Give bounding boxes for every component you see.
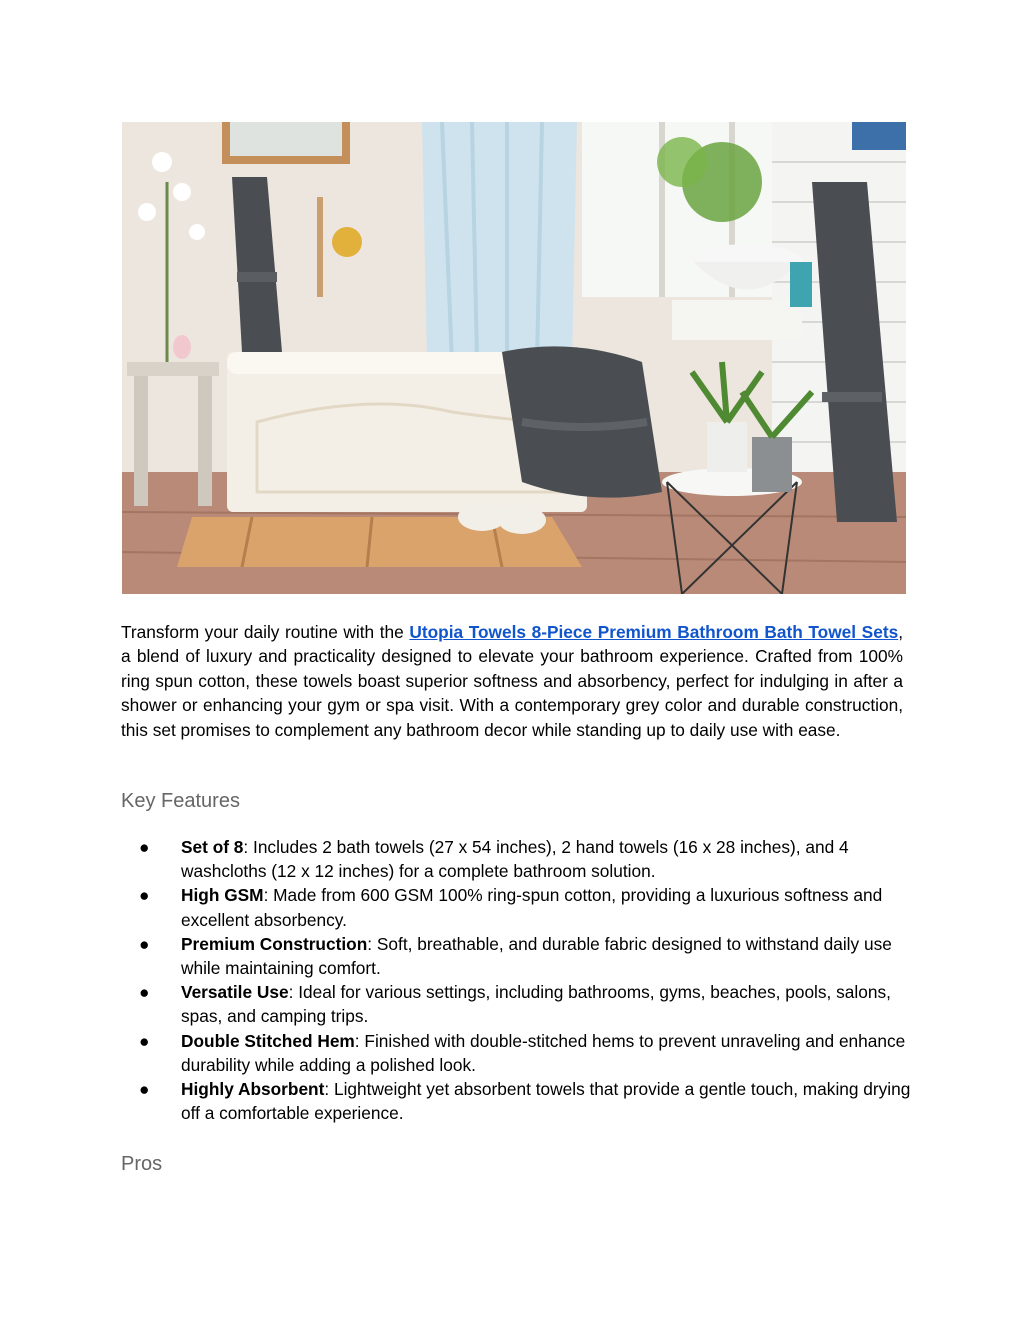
feature-text: : Ideal for various settings, including bathrooms, gyms, beaches, pools, salons, spas, and camping trips.	[181, 982, 891, 1027]
product-photo	[122, 122, 906, 594]
bullet-icon: ●	[139, 885, 150, 906]
feature-text: : Lightweight yet absorbent towels that provide a gentle touch, making drying off a comfortable experience.	[181, 1079, 911, 1124]
bullet-icon: ●	[139, 1030, 150, 1051]
list-item	[121, 835, 911, 883]
feature-title: High GSM	[181, 885, 264, 906]
feature-title: Highly Absorbent	[181, 1079, 325, 1100]
feature-title: Premium Construction	[181, 933, 368, 954]
bathroom-scene-image	[122, 122, 906, 594]
list-item	[121, 883, 911, 931]
pros-heading: Pros	[121, 1153, 163, 1175]
feature-text: : Finished with double-stitched hems to prevent unraveling and enhance durability while adding a polished look.	[181, 1030, 906, 1075]
bullet-icon: ●	[139, 933, 150, 954]
product-link[interactable]: Utopia Towels 8-Piece Premium Bathroom Bath Towel Sets	[409, 622, 899, 642]
feature-title: Versatile Use	[181, 982, 289, 1003]
feature-text: : Soft, breathable, and durable fabric designed to withstand daily use while maintaining comfort.	[181, 933, 892, 979]
bullet-icon: ●	[139, 837, 150, 857]
list-item	[121, 932, 911, 980]
feature-title: Double Stitched Hem	[181, 1030, 355, 1051]
intro-text-before: Transform your daily routine with the	[121, 622, 410, 642]
key-features-heading: Key Features	[121, 790, 240, 812]
features-list	[121, 835, 911, 1125]
intro-text-after: , a blend of luxury and practicality designed to elevate your bathroom experience. Crafted from 100% ring spun cotton, these towels boast superior softness and absorbency, perfect for indulging in after a shower or enhancing your gym or spa visit. With a contemporary grey color and durable construction, this set promises to complement any bathroom decor while standing up to daily use with ease.	[121, 622, 903, 740]
feature-title: Set of 8	[181, 837, 244, 857]
list-item	[121, 980, 911, 1028]
bullet-icon: ●	[139, 982, 150, 1003]
bullet-icon: ●	[139, 1079, 150, 1100]
list-item	[121, 1077, 911, 1125]
feature-text: : Includes 2 bath towels (27 x 54 inches), 2 hand towels (16 x 28 inches), and 4 washcloths (12 x 12 inches) for a complete bathroom solution.	[181, 837, 849, 882]
feature-text: : Made from 600 GSM 100% ring-spun cotton, providing a luxurious softness and excellent absorbency.	[181, 885, 883, 930]
list-item	[121, 1029, 911, 1077]
intro-paragraph	[121, 620, 903, 742]
